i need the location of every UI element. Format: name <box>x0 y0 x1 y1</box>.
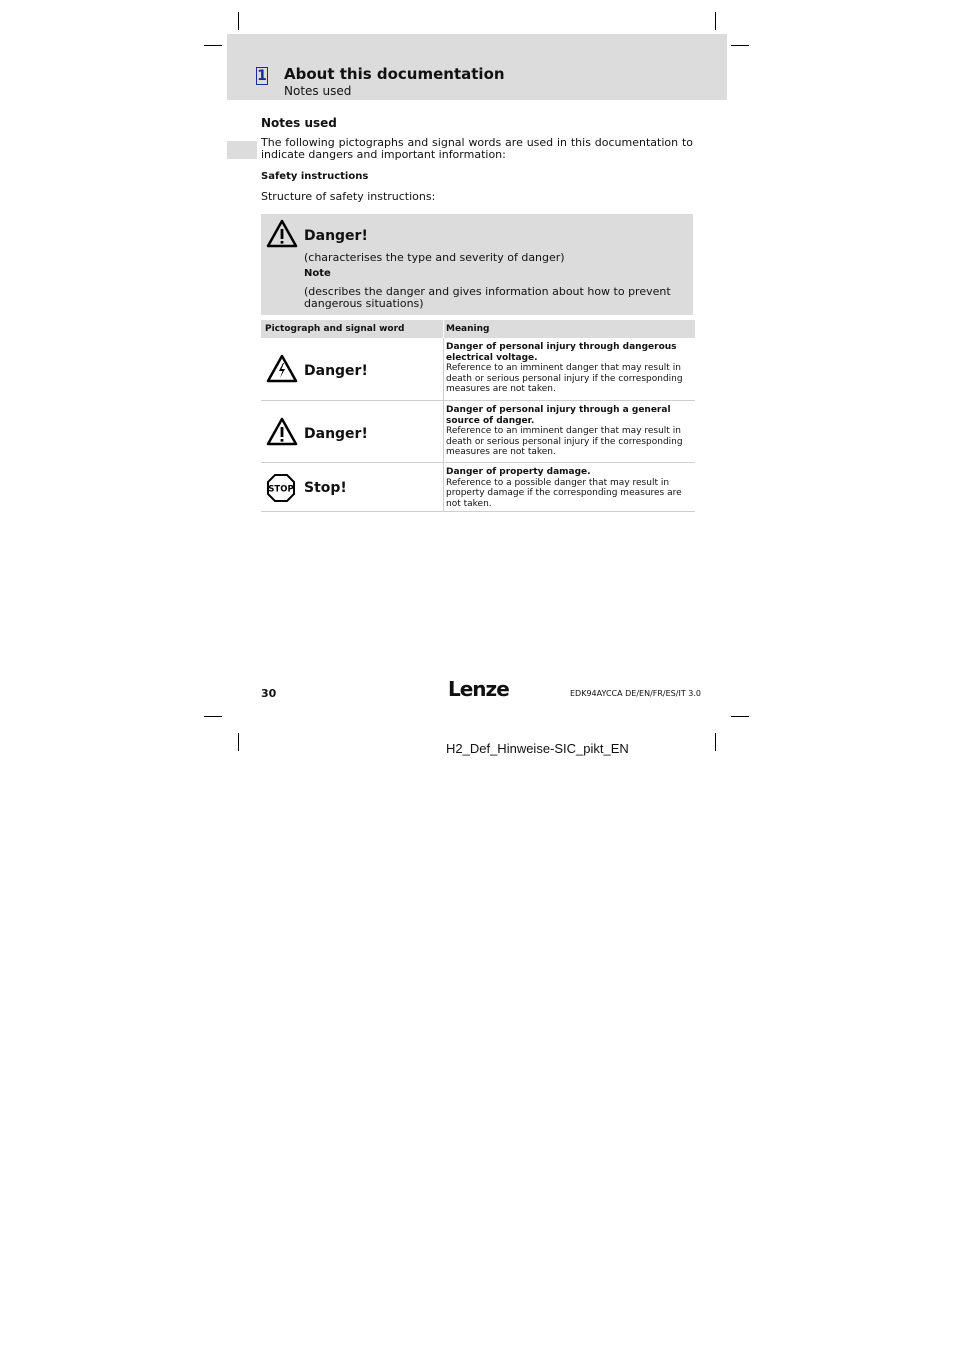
stop-sign-icon <box>266 473 296 507</box>
document-code: EDK94AYCCA DE/EN/FR/ES/IT 3.0 <box>570 689 701 698</box>
section-title: Notes used <box>261 116 337 130</box>
general-hazard-icon <box>266 417 298 451</box>
box-line-type: (characterises the type and severity of danger) <box>304 251 565 264</box>
signal-word: Danger! <box>304 426 368 442</box>
chapter-title: About this documentation <box>284 65 505 83</box>
meaning-cell <box>446 342 686 395</box>
chapter-number[interactable]: 1 <box>257 68 267 84</box>
crop-mark <box>715 733 716 751</box>
meaning-text: Reference to an imminent danger that may result in death or serious personal injury if the corresponding measures are not taken. <box>446 426 683 457</box>
box-note-label: Note <box>304 268 331 279</box>
meaning-title: Danger of personal injury through a general source of danger. <box>446 405 671 426</box>
table-row <box>261 463 695 512</box>
page-number: 30 <box>261 687 277 700</box>
warning-triangle-icon <box>266 219 298 253</box>
meaning-cell <box>446 405 686 458</box>
table-header-pictograph: Pictograph and signal word <box>261 320 443 338</box>
meaning-cell <box>446 467 686 509</box>
chapter-subtitle: Notes used <box>284 84 352 98</box>
meaning-title: Danger of personal injury through dangerous electrical voltage. <box>446 342 677 363</box>
structure-text: Structure of safety instructions: <box>261 190 436 203</box>
svg-text:STOP: STOP <box>268 484 294 495</box>
meaning-text: Reference to an imminent danger that may result in death or serious personal injury if the corresponding measures are not taken. <box>446 363 683 394</box>
lenze-logo: Lenze <box>448 677 509 701</box>
electrical-hazard-icon <box>266 354 298 388</box>
signal-word: Danger! <box>304 363 368 379</box>
intro-paragraph: The following pictographs and signal words are used in this documentation to indicate dangers and important information: <box>261 136 693 161</box>
table-row <box>261 401 695 463</box>
crop-mark <box>204 716 222 717</box>
crop-mark <box>238 733 239 751</box>
crop-mark <box>238 12 239 30</box>
table-header-meaning: Meaning <box>444 320 695 338</box>
signal-word: Stop! <box>304 480 347 496</box>
crop-mark <box>731 45 749 46</box>
box-heading: Danger! <box>304 228 368 244</box>
box-line-description: (describes the danger and gives information about how to prevent dangerous situations) <box>304 285 671 310</box>
file-tag: H2_Def_Hinweise-SIC_pikt_EN <box>446 741 629 756</box>
crop-mark <box>204 45 222 46</box>
crop-mark <box>731 716 749 717</box>
meaning-title: Danger of property damage. <box>446 467 591 477</box>
table-row <box>261 338 695 401</box>
meaning-text: Reference to a possible danger that may result in property damage if the corresponding measures are not taken. <box>446 477 682 509</box>
margin-marker <box>227 141 257 159</box>
crop-mark <box>715 12 716 30</box>
subsection-title: Safety instructions <box>261 171 369 182</box>
